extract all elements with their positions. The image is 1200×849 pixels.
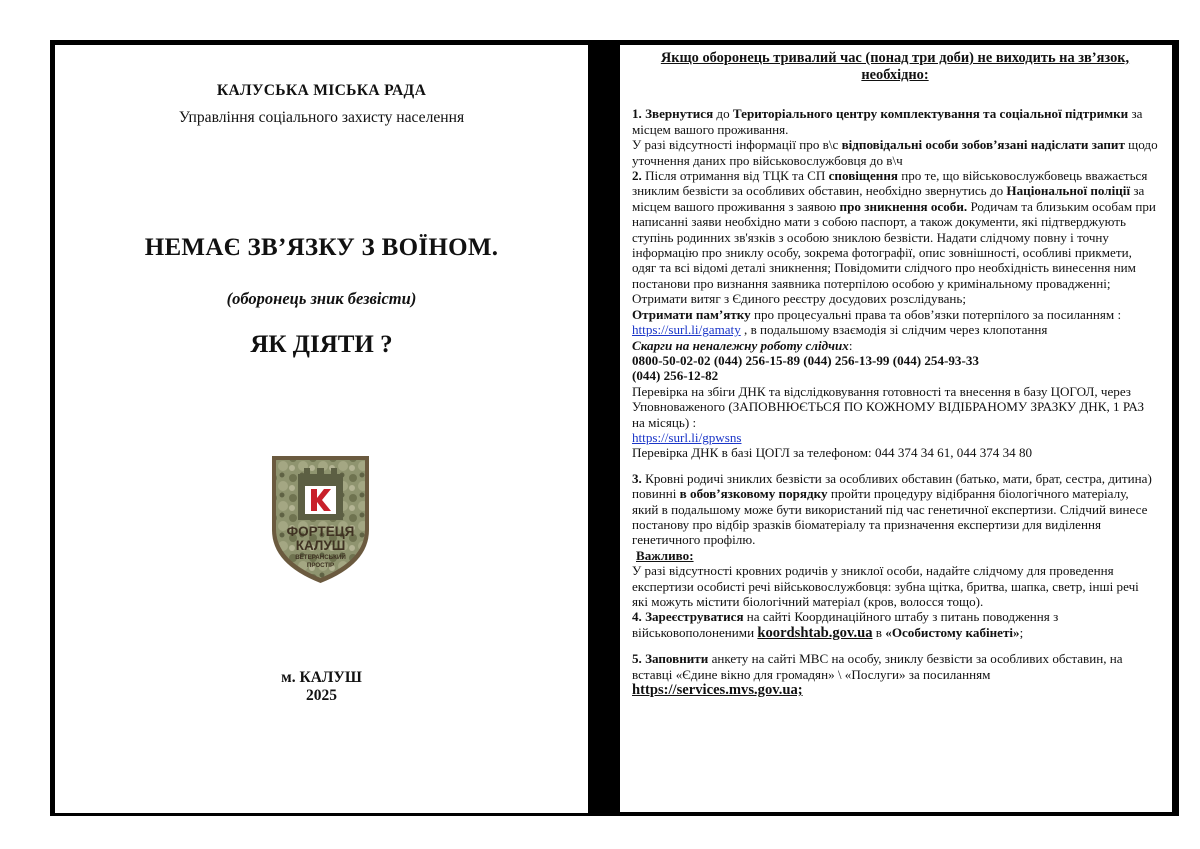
step-3-t2: пройти процедуру відібрання біологічного матеріалу, який в подальшому може бути використаний під час генетичної експертизи. Слідчий винесе постанову про відбір зразків біоматеріалу та призначення експертизи для виділення генетичного профілю. xyxy=(632,486,1148,548)
step-2-t3: за місцем вашого проживання з заявою xyxy=(632,183,1145,214)
headline: НЕМАЄ ЗВ’ЯЗКУ З ВОЇНОМ. xyxy=(144,234,499,261)
step-3-t1: Кровні родичі зниклих безвісти за особливих обставин (батько, мати, брат, сестра, дитина) повинні xyxy=(632,470,1152,502)
phones-line-1: 0800-50-02-02 (044) 256-15-89 (044) 256-13-99 (044) 254-93-33 xyxy=(632,352,979,368)
phones-line-2: (044) 256-12-82 xyxy=(632,368,719,384)
step-2-t6: , в подальшому взаємодія зі слідчим через клопотання xyxy=(740,322,1048,338)
step-2 xyxy=(632,168,1158,461)
step-3-num: 3. xyxy=(632,470,642,486)
fortress-kalush-emblem xyxy=(268,452,373,586)
step-1-t4: щодо уточнення даних про військовослужбовця до в\ч xyxy=(632,137,1158,168)
step-5-num: 5. xyxy=(632,651,642,667)
dna-check-link[interactable]: https://surl.li/gpwsns xyxy=(632,429,742,445)
step-1-t3: У разі відсутності інформації про в\с xyxy=(632,137,842,153)
year: 2025 xyxy=(306,687,337,704)
step-5-t1: анкету на сайті МВС на особу, зниклу безвісти за особливих обставин, на вставці «Єдине вікно для громадян» \ «Послуги» за посиланням xyxy=(632,651,1123,682)
step-4 xyxy=(632,609,1158,641)
step-1-b3: відповідальні особи зобов’язані надіслати запит xyxy=(841,137,1125,153)
emblem-line1: ФОРТЕЦЯ xyxy=(286,524,355,539)
subheadline: (оборонець зник безвісти) xyxy=(226,289,417,308)
step-4-num: 4. xyxy=(632,609,642,625)
step-2-b3: про зникнення особи. xyxy=(839,198,968,214)
council-name: КАЛУСЬКА МІСЬКА РАДА xyxy=(216,82,427,99)
emblem-letter: К xyxy=(320,500,321,501)
right-title: Якщо оборонець тривалий час (понад три доби) не виходить на зв’язок, необхідно: xyxy=(660,50,1130,84)
emblem-line2: КАЛУШ xyxy=(295,538,346,553)
step-2-b1: сповіщення xyxy=(828,168,898,184)
step-3 xyxy=(632,471,1158,610)
step-1-num: 1. xyxy=(632,106,642,122)
right-panel xyxy=(620,45,1172,812)
koordshtab-link[interactable]: koordshtab.gov.ua xyxy=(757,624,873,641)
step-1-t2: за місцем вашого проживання. xyxy=(632,106,1143,137)
left-panel xyxy=(55,45,588,813)
step-1-b2: Територіального центру комплектування та соціальної підтримки xyxy=(732,106,1129,122)
step-2-t7: Перевірка на збіги ДНК та відслідковування готовності та внесення в базу ЦОГОЛ, через Уповноваженого (ЗАПОВНЮЄТЬСЯ ПО КОЖНОМУ ВІДІБРАНОМУ ЗРАЗКУ ДНК, 1 РАЗ на місяць) : xyxy=(632,383,1145,430)
step-2-b2: Національної поліції xyxy=(1006,183,1131,199)
how-to-act-title: ЯК ДІЯТИ ? xyxy=(250,331,393,358)
emblem-line3: ВЕТЕРАНСЬКИЙ xyxy=(295,554,346,561)
important-label: Важливо: xyxy=(636,547,694,563)
rights-memo-link[interactable]: https://surl.li/gamaty xyxy=(632,322,741,338)
step-4-b1: Зареєструватися xyxy=(641,609,744,625)
step-2-num: 2. xyxy=(632,168,642,184)
department-name: Управління соціального захисту населення xyxy=(178,109,465,126)
step-1 xyxy=(632,106,1158,168)
step-1-b1: Звернутися xyxy=(645,106,714,122)
step-3-b1: в обов’язковому порядку xyxy=(679,486,828,502)
city-year xyxy=(55,669,588,705)
complaints-colon: : xyxy=(848,337,853,353)
step-2-t8: Перевірка ДНК в базі ЦОГЛ за телефоном: 044 374 34 61, 044 374 34 80 xyxy=(632,445,1033,461)
step-5-b1: Заповнити xyxy=(641,651,709,667)
step-4-t2: в xyxy=(872,624,886,640)
step-4-t1: на сайті Координаційного штабу з питань поводження з військовополоненими xyxy=(632,609,1059,640)
complaints-label: Скарги на неналежну роботу слідчих xyxy=(632,337,849,353)
step-2-t5: про процесуальні права та обов’язки потерпілого за посиланням : xyxy=(750,306,1122,322)
step-2-t1: Після отримання від ТЦК та СП xyxy=(641,168,829,184)
step-1-t1: до xyxy=(713,106,733,122)
step-5 xyxy=(632,651,1158,698)
step-3-t3: У разі відсутності кровних родичів у зниклої особи, надайте слідчому для проведення експертизи особисті речі військовослужбовця: зубна щітка, бритва, шапка, светр, інші речі які можуть містити біологічний матеріал (кров, волосся тощо). xyxy=(632,563,1139,609)
mvs-services-link[interactable]: https://services.mvs.gov.ua; xyxy=(632,682,803,699)
emblem-line4: ПРОСТІР xyxy=(306,562,335,569)
step-2-t4: Родичам та близьким особам при написанні заяви необхідно мати з собою паспорт, а також документи, які підтверджують ступінь родинних зв'язків з особою зниклою безвісти. Надати слідчому повну і точну інформацію про зниклу особу, зокрема фотографії, опис зовнішності, особливі прикмети, одяг та всі відомі деталі зникнення; Повідомити слідчого про необхідність винесення ним постанови про визнання заявника потерпілою особою у кримінальному провадженні; Отримати витяг з Єдиного реєстру досудових розслідувань; xyxy=(632,198,1156,307)
step-2-b4: Отримати пам’ятку xyxy=(632,306,751,322)
city: м. КАЛУШ xyxy=(281,669,362,686)
step-4-t3: ; xyxy=(1019,624,1024,640)
step-2-t2: про те, що військовослужбовець вважається зниклим безвісти за особливих обставин, необхідно звернутись до xyxy=(632,168,1148,199)
step-4-b2: «Особистому кабінеті» xyxy=(885,624,1020,640)
